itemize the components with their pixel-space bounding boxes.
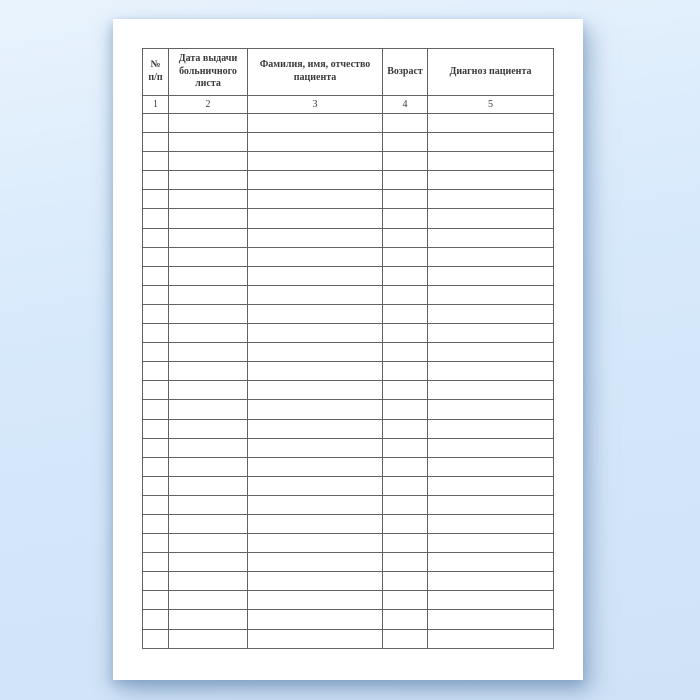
empty-cell (428, 629, 554, 648)
empty-cell (428, 457, 554, 476)
empty-cell (169, 285, 248, 304)
empty-cell (383, 629, 428, 648)
empty-cell (428, 572, 554, 591)
empty-cell (248, 247, 383, 266)
table-row (143, 400, 554, 419)
empty-cell (143, 495, 169, 514)
empty-cell (143, 304, 169, 323)
empty-cell (248, 591, 383, 610)
table-row (143, 228, 554, 247)
empty-cell (428, 190, 554, 209)
empty-cell (248, 572, 383, 591)
empty-cell (248, 324, 383, 343)
document-page (113, 19, 583, 680)
empty-cell (428, 495, 554, 514)
header-cell-age: Возраст (383, 49, 428, 96)
table-row (143, 457, 554, 476)
empty-cell (143, 476, 169, 495)
empty-cell (143, 629, 169, 648)
empty-cell (143, 133, 169, 152)
table-row (143, 343, 554, 362)
empty-cell (143, 209, 169, 228)
empty-cell (383, 610, 428, 629)
empty-cell (169, 228, 248, 247)
table-header-row (143, 49, 554, 96)
table-row (143, 572, 554, 591)
empty-cell (428, 381, 554, 400)
empty-cell (248, 381, 383, 400)
column-index-cell: 2 (169, 96, 248, 114)
empty-cell (169, 171, 248, 190)
empty-cell (143, 534, 169, 553)
empty-cell (248, 476, 383, 495)
empty-cell (248, 228, 383, 247)
empty-cell (169, 362, 248, 381)
empty-cell (143, 114, 169, 133)
empty-cell (169, 400, 248, 419)
empty-cell (248, 304, 383, 323)
empty-cell (428, 304, 554, 323)
empty-cell (428, 419, 554, 438)
empty-cell (169, 514, 248, 533)
table-row (143, 476, 554, 495)
empty-cell (383, 304, 428, 323)
table-row (143, 304, 554, 323)
empty-cell (428, 362, 554, 381)
table-row (143, 591, 554, 610)
empty-cell (383, 266, 428, 285)
empty-cell (169, 457, 248, 476)
header-cell-row-number: № п/п (143, 49, 169, 96)
empty-cell (428, 285, 554, 304)
table-row (143, 266, 554, 285)
empty-cell (248, 514, 383, 533)
empty-cell (383, 190, 428, 209)
table-row (143, 190, 554, 209)
empty-cell (428, 343, 554, 362)
empty-cell (169, 381, 248, 400)
table-row (143, 114, 554, 133)
table-row (143, 610, 554, 629)
empty-cell (428, 610, 554, 629)
empty-cell (169, 476, 248, 495)
table-row (143, 285, 554, 304)
empty-cell (383, 572, 428, 591)
empty-cell (169, 247, 248, 266)
empty-cell (248, 343, 383, 362)
empty-cell (143, 362, 169, 381)
empty-cell (143, 438, 169, 457)
empty-cell (383, 171, 428, 190)
empty-cell (169, 495, 248, 514)
empty-cell (169, 534, 248, 553)
empty-cell (428, 534, 554, 553)
table-row (143, 514, 554, 533)
empty-cell (248, 133, 383, 152)
empty-cell (143, 247, 169, 266)
empty-rows-body (143, 114, 554, 649)
empty-cell (383, 476, 428, 495)
empty-cell (169, 114, 248, 133)
empty-cell (143, 591, 169, 610)
empty-cell (143, 553, 169, 572)
empty-cell (383, 495, 428, 514)
empty-cell (383, 457, 428, 476)
empty-cell (383, 591, 428, 610)
empty-cell (169, 209, 248, 228)
empty-cell (428, 324, 554, 343)
empty-cell (169, 343, 248, 362)
empty-cell (143, 343, 169, 362)
empty-cell (383, 133, 428, 152)
empty-cell (428, 400, 554, 419)
empty-cell (248, 285, 383, 304)
column-index-cell: 5 (428, 96, 554, 114)
column-index-cell: 4 (383, 96, 428, 114)
empty-cell (383, 114, 428, 133)
empty-cell (383, 209, 428, 228)
empty-cell (169, 304, 248, 323)
column-index-cell: 1 (143, 96, 169, 114)
table-row (143, 247, 554, 266)
empty-cell (248, 438, 383, 457)
table-row (143, 209, 554, 228)
empty-cell (428, 591, 554, 610)
empty-cell (248, 610, 383, 629)
empty-cell (428, 553, 554, 572)
empty-cell (248, 362, 383, 381)
column-index-row (143, 96, 554, 114)
empty-cell (169, 419, 248, 438)
header-cell-issue-date: Дата выдачи больничного листа (169, 49, 248, 96)
empty-cell (248, 534, 383, 553)
empty-cell (383, 343, 428, 362)
column-index-cell: 3 (248, 96, 383, 114)
table-row (143, 553, 554, 572)
empty-cell (428, 171, 554, 190)
header-cell-diagnosis: Диагноз пациента (428, 49, 554, 96)
empty-cell (169, 152, 248, 171)
empty-cell (383, 438, 428, 457)
empty-cell (428, 209, 554, 228)
empty-cell (383, 514, 428, 533)
empty-cell (248, 266, 383, 285)
empty-cell (143, 171, 169, 190)
empty-cell (383, 534, 428, 553)
empty-cell (169, 133, 248, 152)
table-row (143, 495, 554, 514)
table-row (143, 152, 554, 171)
empty-cell (248, 419, 383, 438)
empty-cell (143, 228, 169, 247)
empty-cell (248, 495, 383, 514)
empty-cell (169, 553, 248, 572)
empty-cell (428, 133, 554, 152)
empty-cell (169, 190, 248, 209)
header-cell-patient-name: Фамилия, имя, отчество пациента (248, 49, 383, 96)
table-row (143, 381, 554, 400)
empty-cell (169, 438, 248, 457)
empty-cell (143, 419, 169, 438)
empty-cell (383, 247, 428, 266)
table-row (143, 534, 554, 553)
empty-cell (143, 381, 169, 400)
empty-cell (383, 381, 428, 400)
empty-cell (248, 400, 383, 419)
empty-cell (428, 266, 554, 285)
empty-cell (428, 476, 554, 495)
empty-cell (143, 457, 169, 476)
empty-cell (248, 629, 383, 648)
empty-cell (383, 228, 428, 247)
empty-cell (383, 400, 428, 419)
empty-cell (248, 457, 383, 476)
empty-cell (143, 610, 169, 629)
empty-cell (248, 152, 383, 171)
empty-cell (143, 572, 169, 591)
empty-cell (383, 362, 428, 381)
empty-cell (248, 190, 383, 209)
empty-cell (169, 629, 248, 648)
table-row (143, 438, 554, 457)
table-row (143, 133, 554, 152)
table-row (143, 629, 554, 648)
empty-cell (143, 514, 169, 533)
empty-cell (383, 285, 428, 304)
empty-cell (248, 114, 383, 133)
empty-cell (248, 553, 383, 572)
empty-cell (428, 114, 554, 133)
empty-cell (143, 324, 169, 343)
empty-cell (143, 285, 169, 304)
empty-cell (169, 266, 248, 285)
empty-cell (383, 419, 428, 438)
empty-cell (169, 591, 248, 610)
empty-cell (169, 610, 248, 629)
empty-cell (383, 553, 428, 572)
empty-cell (383, 324, 428, 343)
empty-cell (428, 247, 554, 266)
table-head (143, 49, 554, 114)
empty-cell (169, 572, 248, 591)
empty-cell (428, 514, 554, 533)
empty-cell (428, 228, 554, 247)
sick-leave-register-table (142, 48, 554, 649)
empty-cell (143, 152, 169, 171)
empty-cell (143, 400, 169, 419)
table-row (143, 419, 554, 438)
empty-cell (428, 152, 554, 171)
table-row (143, 171, 554, 190)
empty-cell (248, 171, 383, 190)
empty-cell (169, 324, 248, 343)
empty-cell (248, 209, 383, 228)
table-row (143, 362, 554, 381)
table-row (143, 324, 554, 343)
empty-cell (143, 190, 169, 209)
empty-cell (428, 438, 554, 457)
empty-cell (143, 266, 169, 285)
empty-cell (383, 152, 428, 171)
